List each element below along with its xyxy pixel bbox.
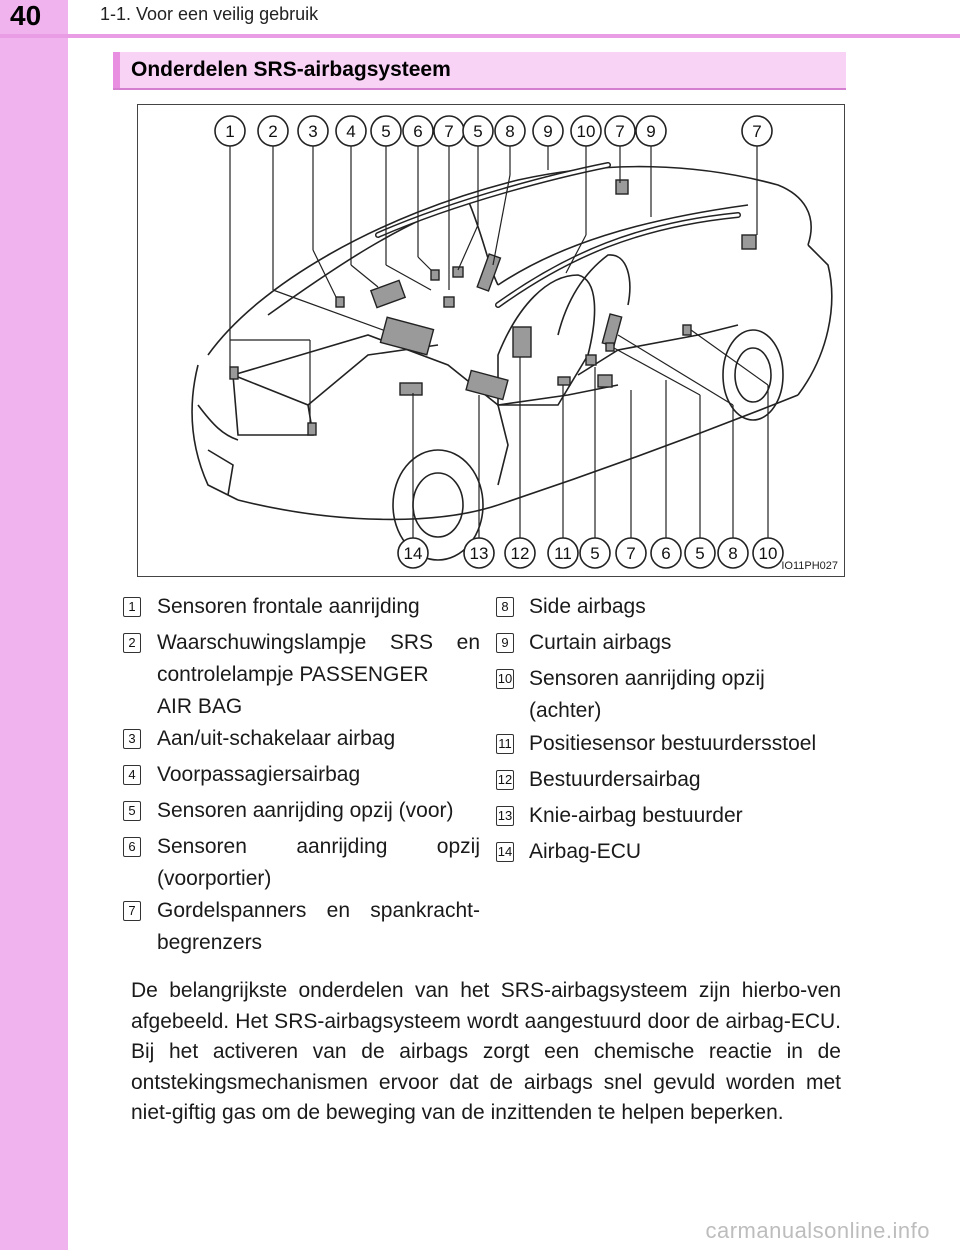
legend-text: Knie-airbag bestuurder [529,804,743,827]
curtain-airbag-side [498,215,738,305]
legend-number: 4 [123,765,141,785]
top-callout-label: 7 [752,122,762,141]
body-paragraph: De belangrijkste onderdelen van het SRS-airbagsysteem zijn hierbo-ven afgebeeld. Het SRS-airbagsysteem wordt aangestuurd door de airbag-ECU. Bij het activeren van de airbags zorgt een chemische reactie in de ontstekingsmechanismen ervoor dat de airbags snel gevuld worden met niet-giftig gas om de beweging van de inzittenden te helpen beperken. [131,979,841,1125]
legend-number: 9 [496,633,514,653]
legend-text: Bestuurdersairbag [529,768,701,791]
header-rule [0,34,960,38]
bottom-callout-label: 5 [695,544,705,563]
page-number: 40 [10,0,42,31]
legend-number: 14 [496,842,514,862]
bottom-callout-label: 13 [469,544,489,563]
figure-code: IO11PH027 [781,560,838,572]
bottom-callout-label: 14 [403,544,423,563]
legend-text: Sensoren frontale aanrijding [157,595,420,618]
top-callout-label: 6 [413,122,423,141]
legend-number: 5 [123,801,141,821]
bottom-callout-label: 7 [626,544,636,563]
top-callout-label: 5 [473,122,483,141]
top-callout-label: 1 [225,122,235,141]
section-title-underline [113,88,846,90]
top-callouts [215,116,772,146]
legend-text: Gordelspanners en spankracht- [157,899,480,922]
legend-number: 3 [123,729,141,749]
legend-text: Waarschuwingslampje SRS en [157,631,480,654]
legend-text: (voorportier) [157,867,272,890]
legend-number: 2 [123,633,141,653]
bottom-callout-label: 5 [590,544,600,563]
legend-number: 11 [496,734,514,754]
top-callout-label: 7 [444,122,454,141]
bottom-callout-label: 11 [554,544,572,563]
legend-text: AIR BAG [157,695,243,718]
top-callout-label: 9 [646,122,656,141]
top-callout-label: 7 [615,122,625,141]
legend-number: 12 [496,770,514,790]
legend-text: Side airbags [529,595,646,618]
legend-number: 13 [496,806,514,826]
section-title: Onderdelen SRS-airbagsysteem [131,58,451,81]
legend-number: 7 [123,901,141,921]
legend-text: Sensoren aanrijding opzij (voor) [157,799,454,822]
top-callout-label: 10 [576,122,596,141]
top-callout-label: 9 [543,122,553,141]
components [230,180,756,435]
page-sidebar [0,0,68,1250]
legend-text: Positiesensor bestuurdersstoel [529,732,817,755]
legend-text: Aan/uit-schakelaar airbag [157,727,396,750]
top-callout-label: 4 [346,122,356,141]
top-callout-label: 8 [505,122,515,141]
legend-text: (achter) [529,699,602,722]
bottom-callout-label: 8 [728,544,738,563]
bottom-callouts [398,538,783,568]
legend-number: 10 [496,669,514,689]
legend-text: Sensoren aanrijding opzij [529,667,765,690]
legend-text: Sensoren aanrijding opzij [157,835,480,858]
airbag-system-figure [137,104,845,577]
legend-text: Airbag-ECU [529,840,642,863]
car-diagram [138,105,844,576]
legend-number: 8 [496,597,514,617]
bottom-callout-label: 10 [758,544,778,563]
legend-text: Voorpassagiersairbag [157,763,361,786]
running-head: 1-1. Voor een veilig gebruik [100,4,319,24]
legend-text: Curtain airbags [529,631,672,654]
legend-text: controlelampje PASSENGER [157,663,429,686]
bottom-callout-label: 12 [510,544,530,563]
legend-text: begrenzers [157,931,263,954]
top-callout-label: 2 [268,122,278,141]
legend-number: 6 [123,837,141,857]
legend-number: 1 [123,597,141,617]
top-callout-label: 5 [381,122,391,141]
watermark: carmanualsonline.info [705,1218,930,1243]
bottom-callout-label: 6 [661,544,671,563]
section-title-accent [113,52,120,88]
car-outline [192,167,832,560]
top-callout-label: 3 [308,122,318,141]
